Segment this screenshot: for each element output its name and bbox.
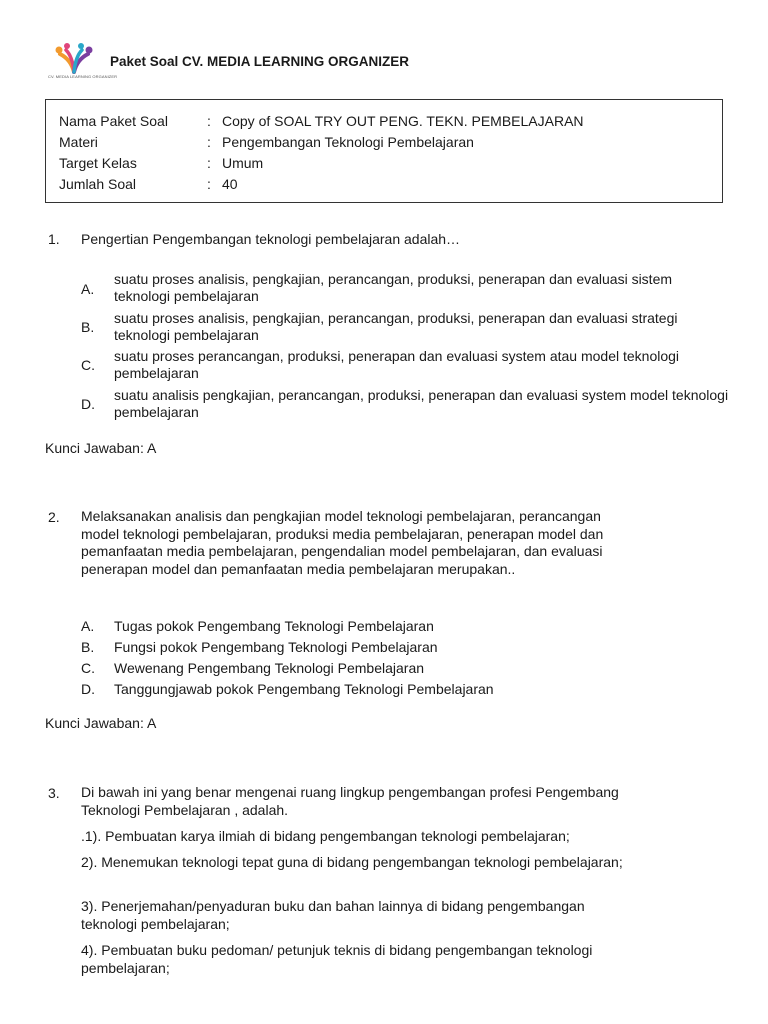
option-letter: B. [81,639,95,655]
option-text: suatu proses analisis, pengkajian, perancangan, produksi, penerapan dan evaluasi strategi teknologi pembelajaran [114,310,678,343]
info-separator: : [207,176,211,192]
option-text: suatu proses analisis, pengkajian, perancangan, produksi, penerapan dan evaluasi sistem teknologi pembelajaran [114,271,673,304]
question-number: 3. [48,785,60,801]
info-value: Copy of SOAL TRY OUT PENG. TEKN. PEMBELAJARAN [222,113,584,129]
info-value: 40 [222,176,238,192]
option-letter: D. [81,396,95,412]
option-letter: B. [81,319,95,335]
option-letter: C. [81,357,95,373]
question-text: Pengertian Pengembangan teknologi pembelajaran adalah… [81,231,461,247]
info-separator: : [207,134,211,150]
option-letter: C. [81,660,95,676]
info-label: Target Kelas [59,155,137,171]
info-value: Pengembangan Teknologi Pembelajaran [222,134,474,150]
option-letter: A. [81,281,95,297]
info-label: Nama Paket Soal [59,113,168,129]
option-text: Tugas pokok Pengembang Teknologi Pembelajaran [114,618,434,634]
logo-caption: CV. MEDIA LEARNING ORGANIZER [48,74,118,79]
option-text: Tanggungjawab pokok Pengembang Teknologi Pembelajaran [114,681,494,697]
option-letter: D. [81,681,95,697]
info-value: Umum [222,155,264,171]
statement-item: 4). Pembuatan buku pedoman/ petunjuk teknis di bidang pengembangan teknologi pembelajaran; [81,942,593,976]
question-number: 1. [48,231,60,247]
question-number: 2. [48,509,60,525]
option-text: suatu analisis pengkajian, perancangan, produksi, penerapan dan evaluasi system model teknologi pembelajaran [114,387,729,420]
option-text: Fungsi pokok Pengembang Teknologi Pembelajaran [114,639,438,655]
info-label: Jumlah Soal [59,176,137,192]
statement-item: 2). Menemukan teknologi tepat guna di bidang pengembangan teknologi pembelajaran; [81,854,623,870]
answer-key: Kunci Jawaban: A [45,715,157,731]
info-separator: : [207,155,211,171]
option-text: Wewenang Pengembang Teknologi Pembelajaran [114,660,425,676]
info-label: Materi [59,134,98,150]
package-info-box [45,99,723,203]
page-title: Paket Soal CV. MEDIA LEARNING ORGANIZER [110,54,410,69]
statement-item: 3). Penerjemahan/penyaduran buku dan bahan lainnya di bidang pengembangan teknologi pembelajaran; [81,898,585,932]
question-text: Melaksanakan analisis dan pengkajian model teknologi pembelajaran, perancangan model teknologi pembelajaran, produksi media pembelajaran, penerapan model dan pemanfaatan media pembelajaran, pengendalian model pembelajaran, dan evaluasi penerapan model dan pemanfaatan media pembelajaran merupakan.. [81,508,604,577]
question-text: Di bawah ini yang benar mengenai ruang lingkup pengembangan profesi Pengembang Teknologi Pembelajaran , adalah. [81,784,619,818]
option-text: suatu proses perancangan, produksi, penerapan dan evaluasi system atau model teknologi pembelajaran [114,348,680,381]
statement-item: .1). Pembuatan karya ilmiah di bidang pengembangan teknologi pembelajaran; [81,828,570,844]
page-header [48,42,728,82]
answer-key: Kunci Jawaban: A [45,440,157,456]
info-separator: : [207,113,211,129]
option-letter: A. [81,618,95,634]
